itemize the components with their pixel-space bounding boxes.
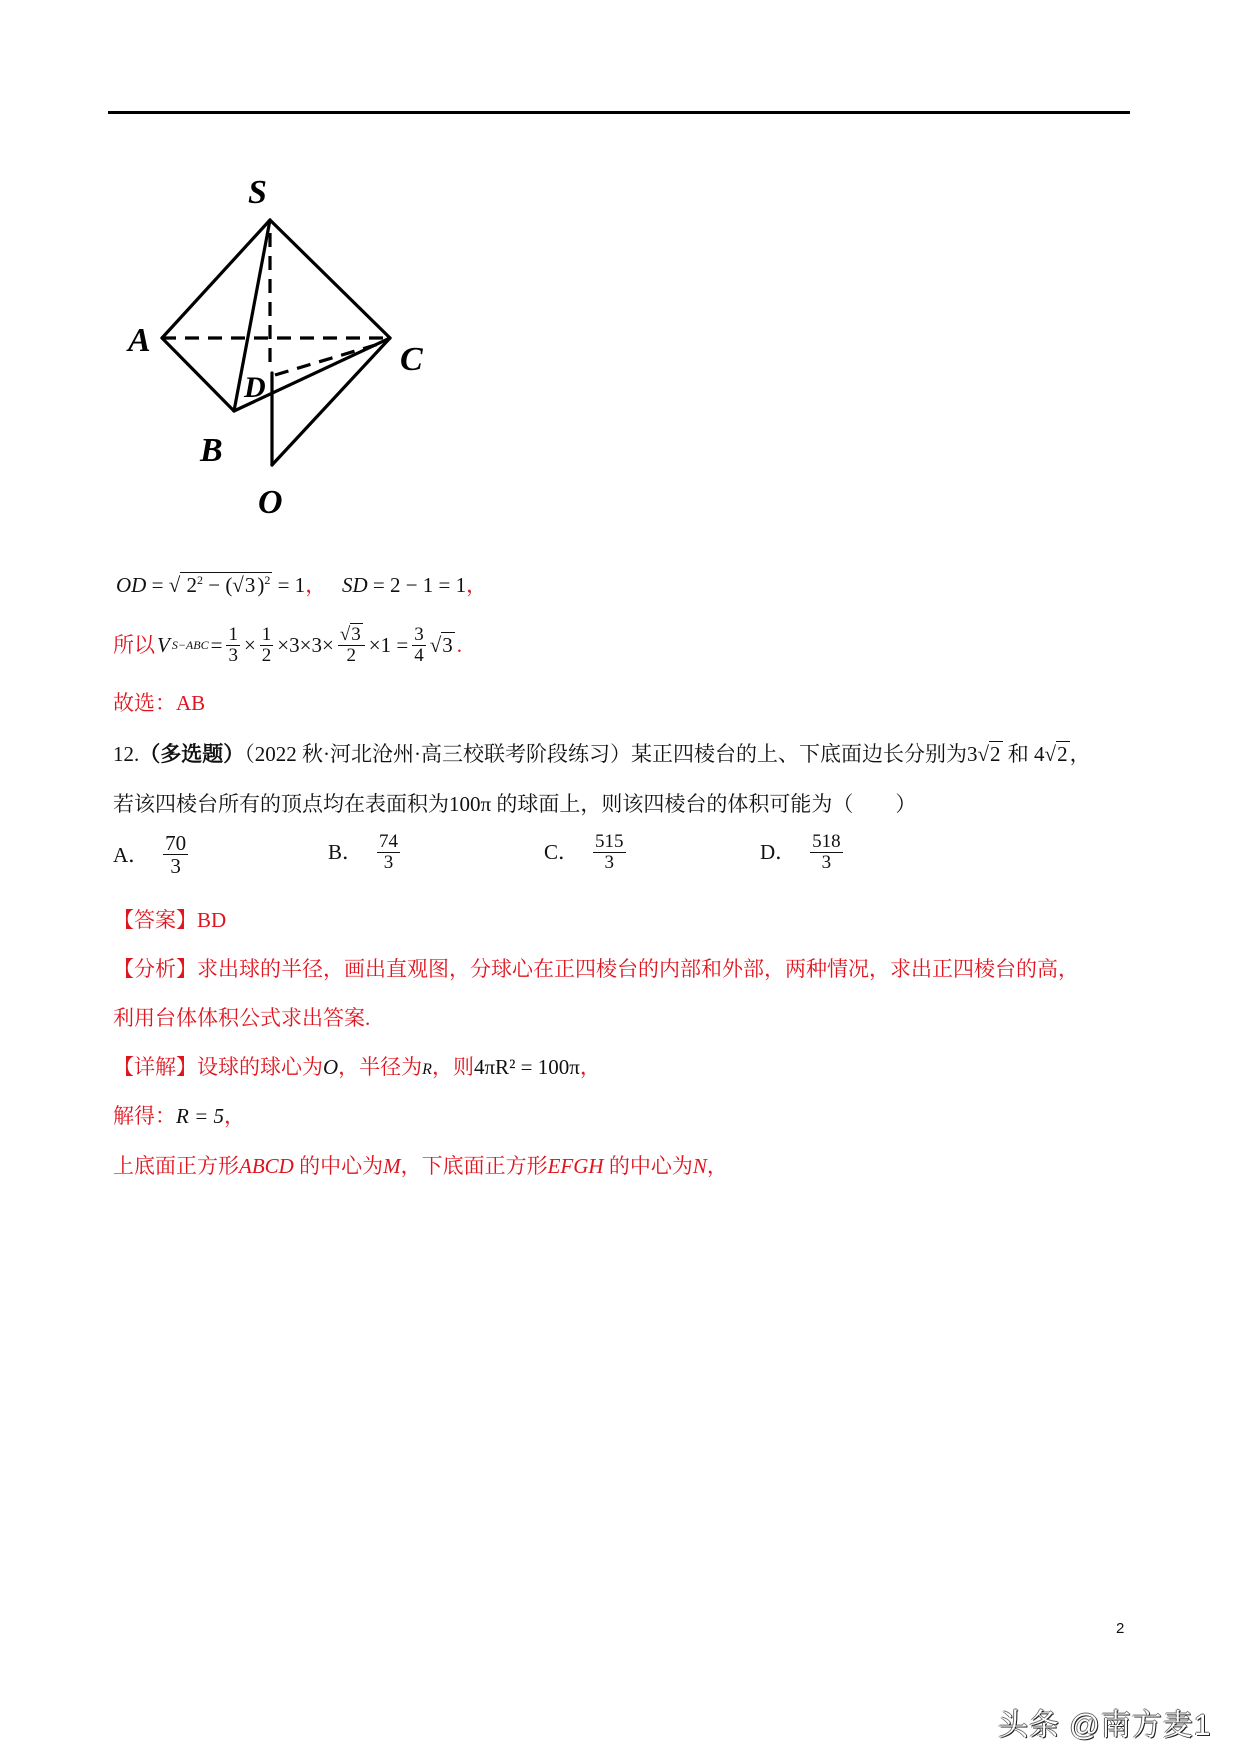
fraction-3-4: $\frac{3}{4}$ <box>414 624 424 666</box>
radius-symbol: R <box>422 1061 432 1078</box>
od-result: = 1 <box>277 573 306 597</box>
question-source: （2022 秋·河北沧州·高三校联考阶段练习） <box>244 742 631 766</box>
times: × <box>243 633 256 658</box>
detail-text: ，半径为 <box>338 1055 423 1079</box>
exp: 2 <box>264 573 271 587</box>
detail-tag: 【详解】 <box>113 1055 197 1079</box>
question-line-2: 若该四棱台所有的顶点均在表面积为100π 的球面上，则该四棱台的体积可能为（ ） <box>113 792 917 816</box>
comma: ， <box>1069 742 1091 766</box>
product-tail: ×1 = <box>368 633 409 658</box>
option-label: D． <box>760 840 797 865</box>
watermark: 头条 @南方麦1 <box>998 1709 1212 1742</box>
upper-rad: 2 <box>990 742 1001 766</box>
upper-coef: 3 <box>967 742 978 766</box>
volume-prefix: 所以 <box>113 633 155 658</box>
option-fraction: $\frac{70}{3}$ <box>165 831 187 879</box>
question-text: 某正四棱台的上、下底面边长分别为 <box>631 742 967 766</box>
centers-line <box>113 1151 728 1181</box>
comma: ， <box>579 1055 601 1079</box>
centers-text: 上底面正方形 <box>113 1154 239 1178</box>
center-m: M <box>383 1154 401 1178</box>
option-c[interactable] <box>544 832 628 873</box>
base-2: 2 <box>186 573 197 597</box>
option-b[interactable] <box>328 832 402 873</box>
square-efgh: EFGH <box>547 1154 604 1178</box>
page-number: 2 <box>1116 1620 1125 1637</box>
option-d[interactable] <box>760 832 845 873</box>
solve-prefix: 解得： <box>113 1104 176 1128</box>
label-D: D <box>244 371 266 404</box>
header-rule <box>108 111 1130 114</box>
sd-label: SD <box>341 573 368 597</box>
option-label: B． <box>328 840 364 865</box>
comma: ， <box>224 1104 245 1128</box>
label-O: O <box>258 484 283 521</box>
option-label: C． <box>544 840 580 865</box>
surface-area-equation: 4πR² = 100π <box>473 1055 580 1079</box>
centers-text: 的中心为 <box>299 1154 384 1178</box>
prev-answer: 故选：AB <box>113 691 206 715</box>
sd-result: = 2 − 1 = 1 <box>372 573 467 597</box>
volume-symbol: V <box>157 633 170 658</box>
lower-coef: 4 <box>1034 742 1045 766</box>
label-S: S <box>248 175 267 211</box>
analysis-tag: 【分析】 <box>113 957 197 981</box>
sphere-center: O <box>323 1055 339 1079</box>
fraction-1-3: $\frac{1}{3}$ <box>228 624 238 666</box>
option-a[interactable] <box>113 832 190 877</box>
question-line-1: 12.（多选题）（2022 秋·河北沧州·高三校联考阶段练习）某正四棱台的上、下底面边长分别为3√2 和 4√2， <box>113 742 1091 766</box>
label-C: C <box>400 341 423 378</box>
fraction-sqrt3-2: $\frac{√3}{2}$ <box>338 625 365 666</box>
fraction-1-2: $\frac{1}{2}$ <box>261 624 272 666</box>
equals: = <box>210 633 223 658</box>
od-sd-equation <box>116 565 487 600</box>
analysis-text: 求出球的半径，画出直观图，分球心在正四棱台的内部和外部，两种情况，求出正四棱台的高， <box>197 957 1079 981</box>
volume-equation <box>113 625 462 666</box>
square-abcd: ABCD <box>239 1154 294 1178</box>
final-sqrt: √3 <box>429 633 453 658</box>
question-number: 12. <box>113 742 140 766</box>
solve-line <box>113 1101 245 1131</box>
volume-subscript: S−ABC <box>171 638 209 653</box>
option-fraction: $\frac{518}{3}$ <box>812 831 841 873</box>
option-label: A． <box>113 842 150 867</box>
pyramid-figure <box>120 175 450 525</box>
label-A: A <box>128 322 151 359</box>
answer-line <box>113 905 226 935</box>
separator: ， <box>466 573 488 597</box>
rad-3: 3 <box>244 573 256 597</box>
label-B: B <box>200 432 223 469</box>
analysis-line-2: 利用台体体积公式求出答案. <box>113 1006 371 1030</box>
answer-value: BD <box>197 908 227 932</box>
centers-text: ，下底面正方形 <box>400 1154 548 1178</box>
od-label: OD <box>116 573 147 597</box>
option-fraction: $\frac{515}{3}$ <box>595 831 624 873</box>
exp: 2 <box>196 573 203 587</box>
and-text: 和 <box>1007 742 1029 766</box>
product-mid: ×3×3× <box>277 633 334 658</box>
detail-text: 设球的球心为 <box>197 1055 323 1079</box>
sqrt-expression: √ $2^2 - (√3)^2$ <box>168 573 271 597</box>
analysis-line-1 <box>113 954 1079 984</box>
question-type: （多选题） <box>139 742 245 766</box>
answer-tag: 【答案】 <box>113 908 197 932</box>
center-n: N <box>692 1154 707 1178</box>
lower-rad: 2 <box>1057 742 1068 766</box>
period: . <box>456 633 462 658</box>
comma: ， <box>706 1154 728 1178</box>
option-fraction: $\frac{74}{3}$ <box>379 831 399 873</box>
separator: ， <box>305 573 327 597</box>
equals: = <box>151 573 164 597</box>
minus: − <box>208 573 221 597</box>
detail-text: ，则 <box>431 1055 474 1079</box>
centers-text: 的中心为 <box>608 1154 693 1178</box>
detail-line <box>113 1052 601 1085</box>
radius-result: R = 5 <box>176 1104 224 1128</box>
